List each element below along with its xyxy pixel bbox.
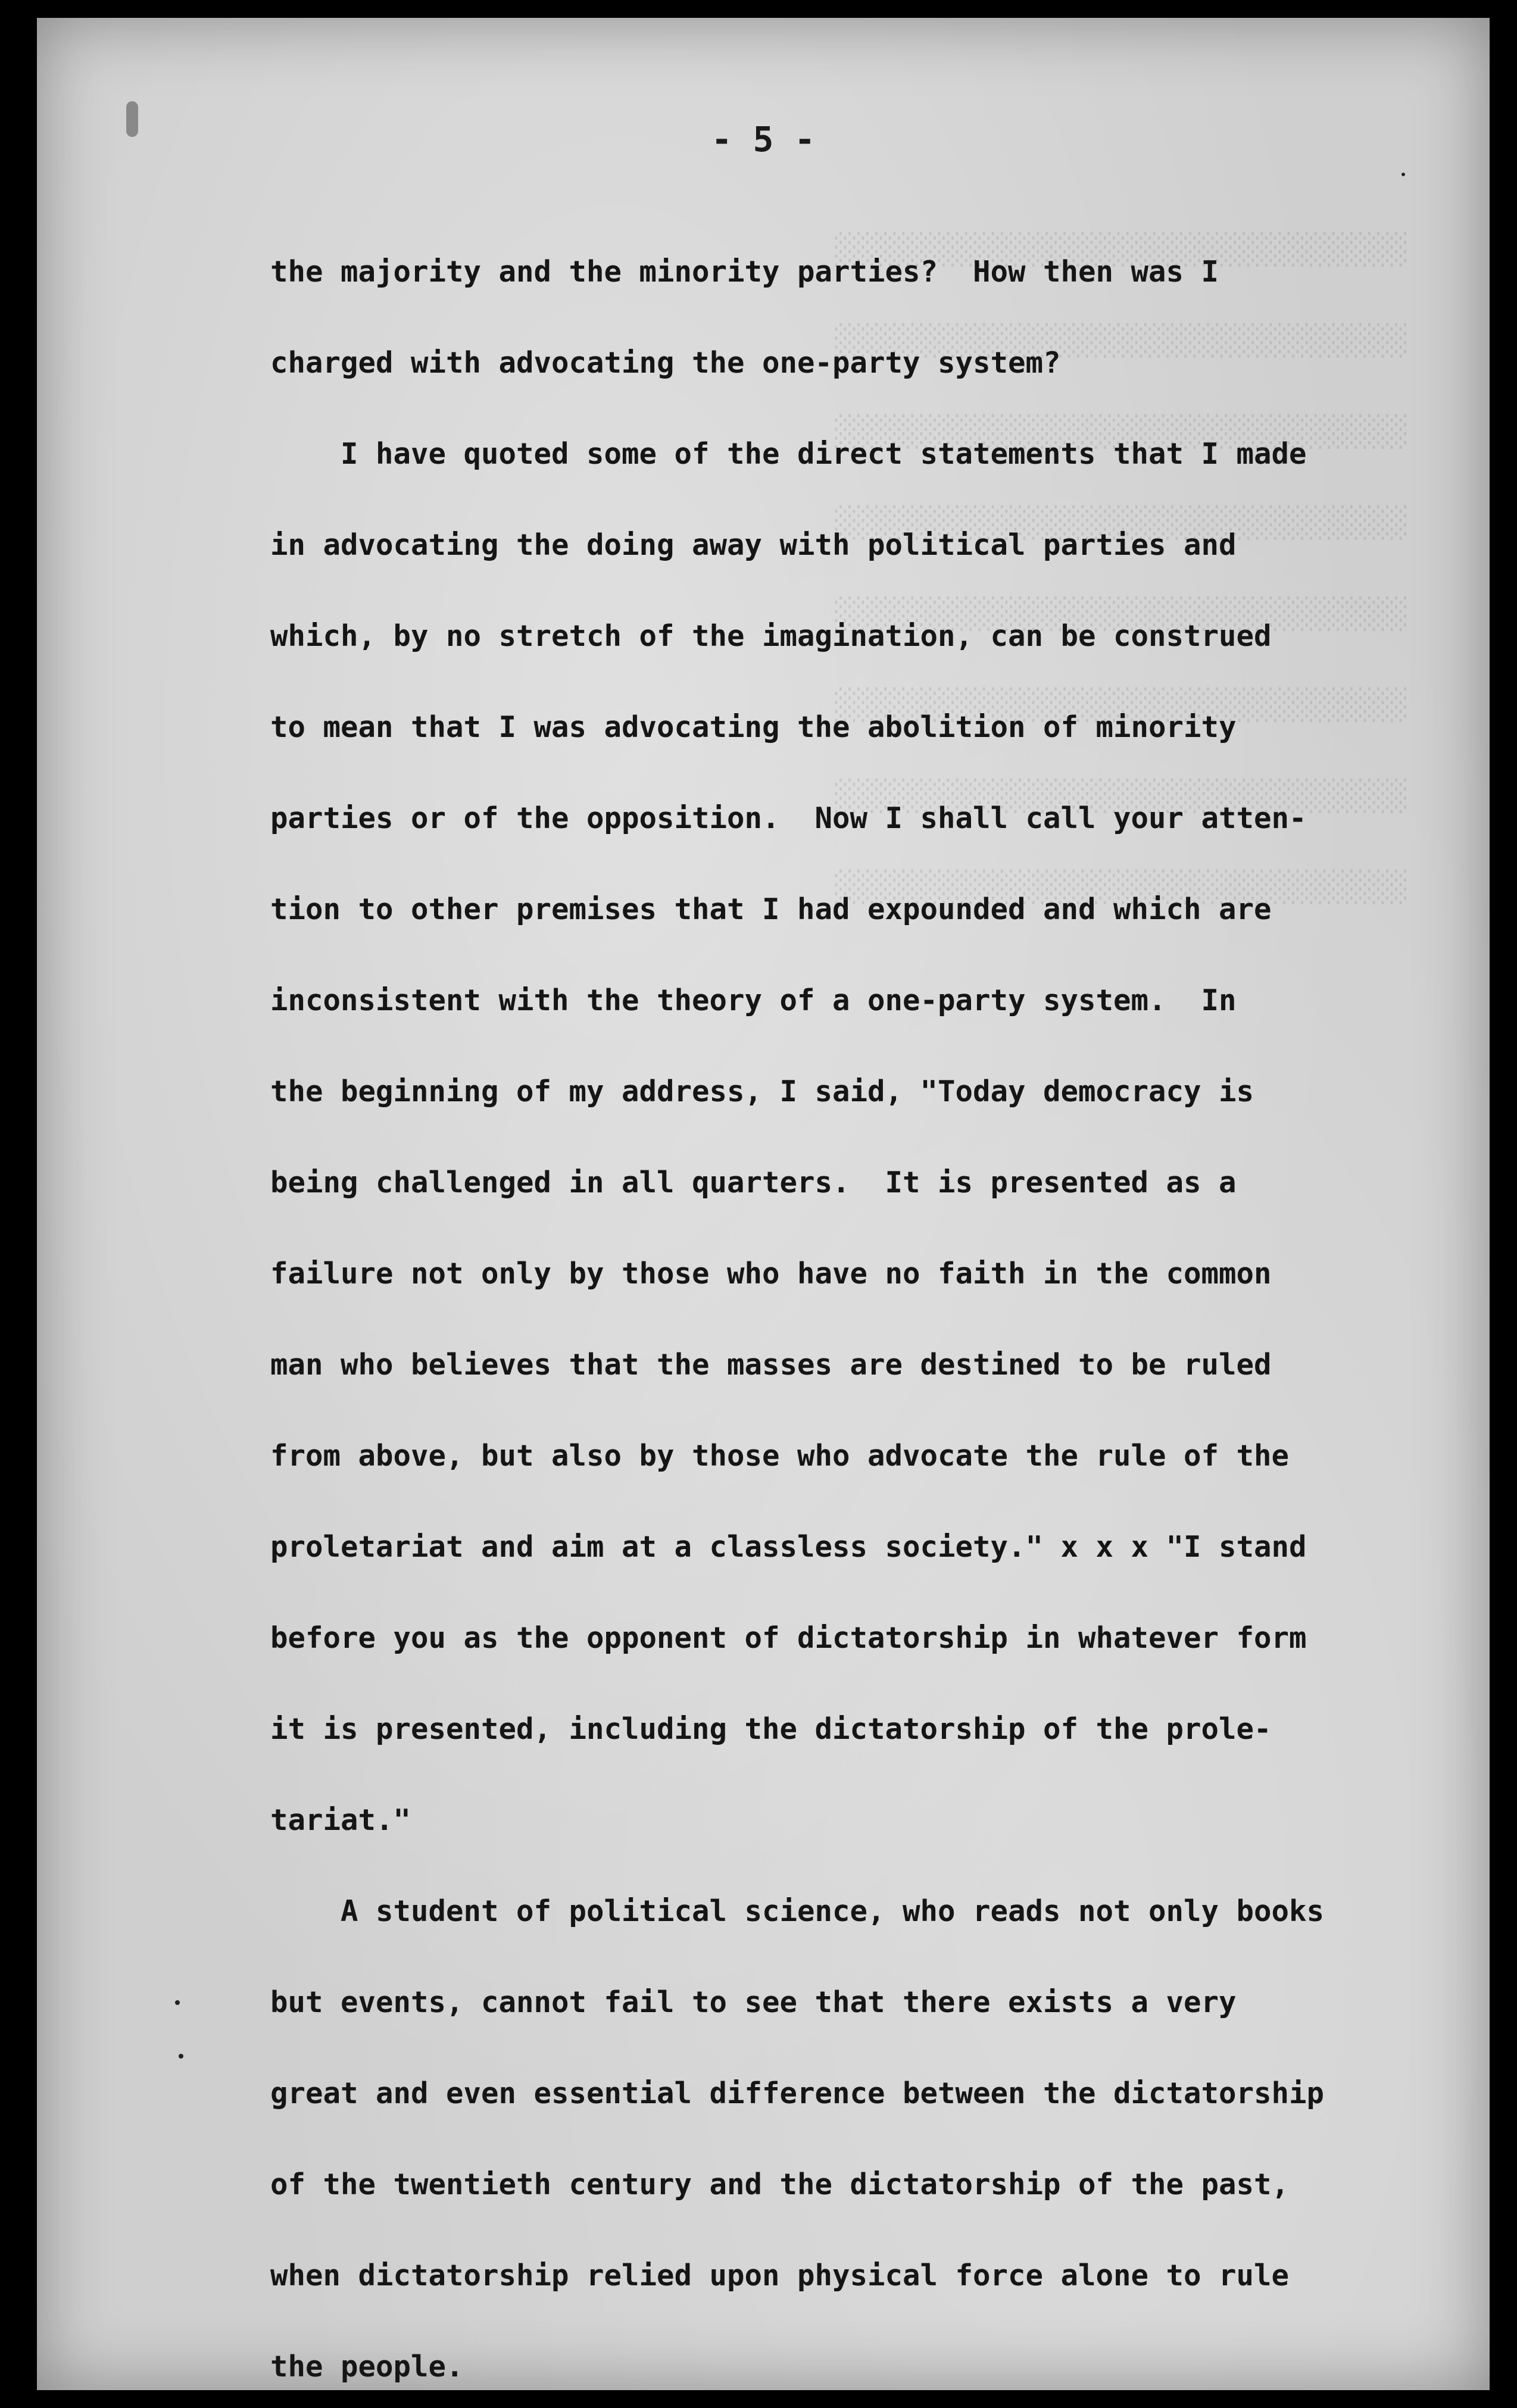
- text-line: tariat.": [270, 1803, 411, 1837]
- text-line: when dictatorship relied upon physical force alone to rule: [270, 2259, 1290, 2293]
- text-line: man who believes that the masses are destined to be ruled: [270, 1348, 1272, 1382]
- text-line: of the twentieth century and the dictatorship of the past,: [270, 2167, 1290, 2201]
- ink-speck: [179, 2054, 183, 2059]
- text-line: inconsistent with the theory of a one-party system. In: [270, 983, 1237, 1017]
- text-line: tion to other premises that I had expounded and which are: [270, 892, 1272, 926]
- text-line: being challenged in all quarters. It is presented as a: [270, 1166, 1237, 1200]
- text-line: proletariat and aim at a classless society." x x x "I stand: [270, 1530, 1307, 1564]
- page-number: - 5 -: [711, 119, 816, 160]
- text-line: the beginning of my address, I said, "Today democracy is: [270, 1075, 1254, 1108]
- text-line: from above, but also by those who advocate the rule of the: [270, 1439, 1290, 1473]
- text-line: the majority and the minority parties? How then was I: [270, 255, 1219, 289]
- bleed-through-shadow: ░░░░░░░░░░░░░░░░░░░░░░░░░░░░░░░░ ░░░░░░░░░░░░░░░░░░░░░░░░░░░░░░░░ ░░░░░░░░░░░░░░░░░░░░░░░░░░░░░░░░ ░░░░░░░░░░░░░░░░░░░░░░░░░░░░░░░░ ░░░░░░░░░░░░░░░░░░░░░░░░░░░░░░░░ ░░░░░░░░░░░░░░░░░░░░░░░░░░░░░░░░ ░░░░░░░░░░░░░░░░░░░░░░░░░░░░░░░░ ░░░░░░░░░░░░░░░░░░░░░░░░░░░░░░░░: [832, 232, 1406, 904]
- ink-speck: [1401, 173, 1405, 176]
- text-line: before you as the opponent of dictatorship in whatever form: [270, 1621, 1307, 1655]
- text-line: I have quoted some of the direct statements that I made: [270, 437, 1307, 471]
- text-line: parties or of the opposition. Now I shall call your atten-: [270, 801, 1307, 835]
- text-line: it is presented, including the dictatorship of the prole-: [270, 1712, 1272, 1746]
- text-line: the people.: [270, 2350, 464, 2384]
- text-line: to mean that I was advocating the abolition of minority: [270, 710, 1237, 744]
- text-line: in advocating the doing away with political parties and: [270, 528, 1237, 562]
- ink-speck: [175, 2000, 180, 2005]
- document-page: [37, 18, 1490, 2390]
- text-line: failure not only by those who have no faith in the common: [270, 1257, 1272, 1291]
- text-line: charged with advocating the one-party system?: [270, 346, 1061, 380]
- text-line: which, by no stretch of the imagination, can be construed: [270, 619, 1272, 653]
- text-line: A student of political science, who reads not only books: [270, 1894, 1325, 1928]
- text-line: great and even essential difference between the dictatorship: [270, 2076, 1325, 2110]
- body-text: [270, 226, 1419, 2390]
- text-line: but events, cannot fail to see that there exists a very: [270, 1985, 1237, 2019]
